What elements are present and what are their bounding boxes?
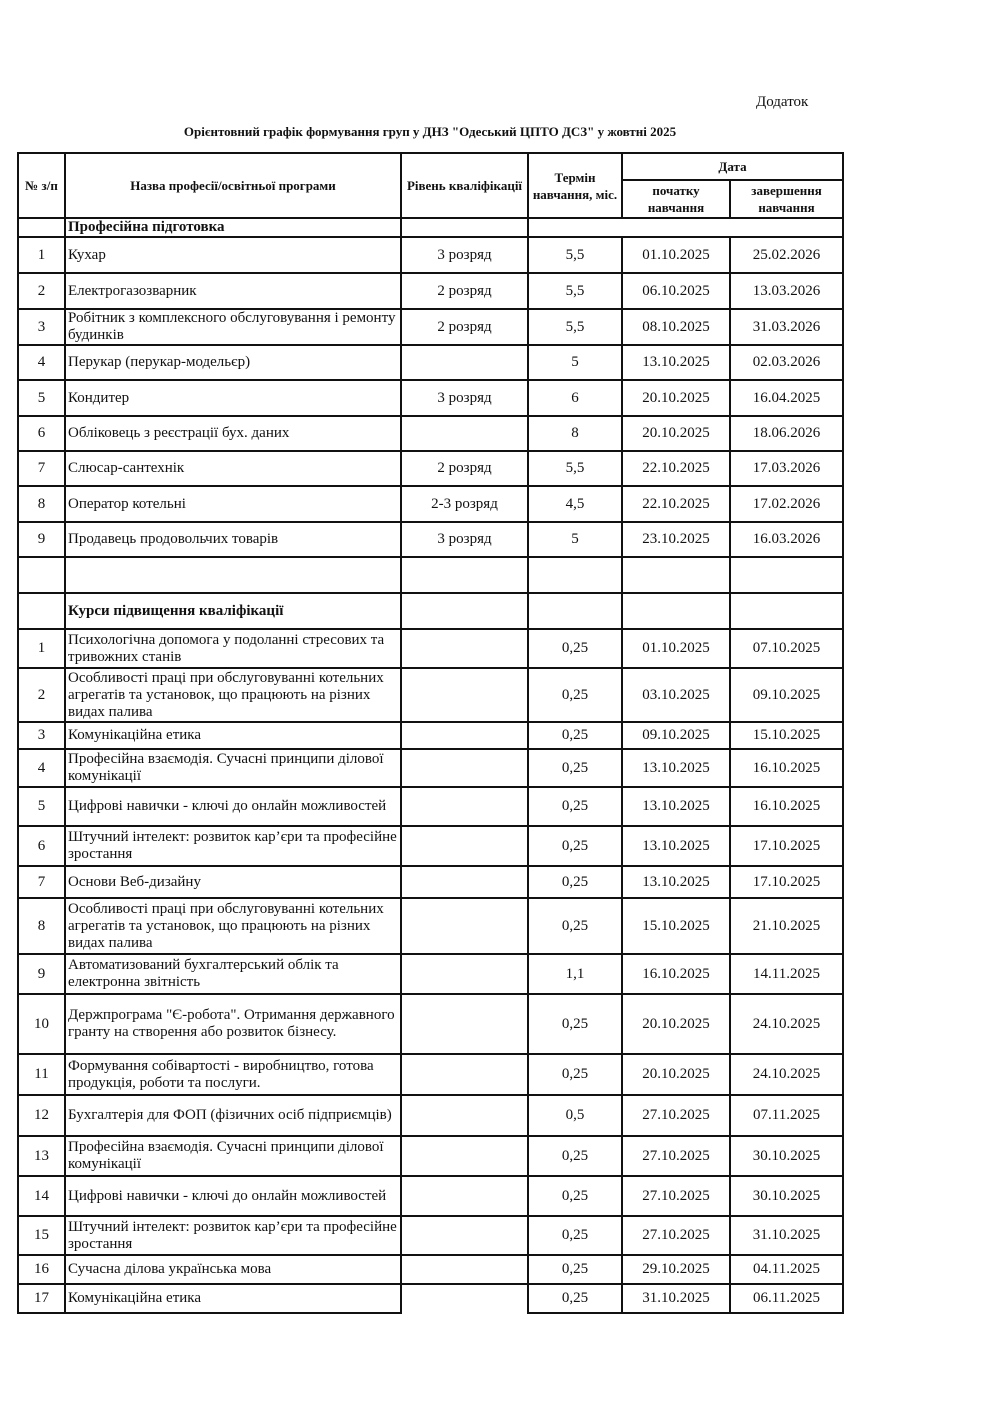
table-row — [18, 1136, 843, 1176]
cell-start: 23.10.2025 — [622, 522, 730, 557]
cell-level — [401, 787, 528, 826]
cell-end: 24.10.2025 — [730, 994, 843, 1054]
cell-level — [401, 826, 528, 866]
cell-end: 17.02.2026 — [730, 486, 843, 522]
cell-start: 31.10.2025 — [622, 1284, 730, 1313]
cell-duration: 8 — [528, 416, 622, 451]
document-title: Орієнтовний графік формування груп у ДНЗ "Одеський ЦПТО ДСЗ" у жовтні 2025 — [183, 124, 677, 139]
cell-duration: 4,5 — [528, 486, 622, 522]
cell-level — [401, 1095, 528, 1136]
table-row — [18, 722, 843, 749]
cell-level — [401, 668, 528, 722]
cell-num: 8 — [18, 898, 65, 954]
table-row — [18, 898, 843, 954]
table-row — [18, 1216, 843, 1255]
cell-duration: 5 — [528, 345, 622, 380]
cell-level — [401, 1136, 528, 1176]
cell-duration: 0,25 — [528, 1284, 622, 1313]
table-row — [18, 380, 843, 416]
cell-duration: 0,25 — [528, 1054, 622, 1095]
cell-duration: 5,5 — [528, 309, 622, 345]
cell-duration: 5,5 — [528, 273, 622, 309]
cell-name: Психологічна допомога у подоланні стресових та тривожних станів — [65, 629, 401, 668]
section-date-cell — [528, 218, 843, 237]
table-row — [18, 451, 843, 486]
table-row — [18, 826, 843, 866]
cell-duration: 0,25 — [528, 749, 622, 787]
cell-end: 21.10.2025 — [730, 898, 843, 954]
header-end: завершення навчання — [730, 180, 843, 218]
table-row — [18, 237, 843, 273]
empty-cell — [730, 557, 843, 593]
cell-num: 7 — [18, 866, 65, 898]
cell-num: 4 — [18, 749, 65, 787]
cell-level — [401, 994, 528, 1054]
table-row — [18, 309, 843, 345]
cell-start: 27.10.2025 — [622, 1136, 730, 1176]
cell-start: 27.10.2025 — [622, 1095, 730, 1136]
cell-end: 14.11.2025 — [730, 954, 843, 994]
cell-name: Професійна взаємодія. Сучасні принципи ділової комунікації — [65, 749, 401, 787]
cell-name: Електрогазозварник — [65, 273, 401, 309]
empty-cell — [528, 557, 622, 593]
cell-duration: 0,25 — [528, 1136, 622, 1176]
cell-num: 17 — [18, 1284, 65, 1313]
table-row — [18, 345, 843, 380]
cell-end: 30.10.2025 — [730, 1176, 843, 1216]
cell-end: 07.11.2025 — [730, 1095, 843, 1136]
cell-start: 29.10.2025 — [622, 1255, 730, 1284]
cell-num: 2 — [18, 668, 65, 722]
cell-name: Оператор котельні — [65, 486, 401, 522]
cell-level: 3 розряд — [401, 522, 528, 557]
cell-num: 1 — [18, 629, 65, 668]
cell-duration: 6 — [528, 380, 622, 416]
empty-cell — [18, 557, 65, 593]
cell-end: 09.10.2025 — [730, 668, 843, 722]
cell-level: 2 розряд — [401, 273, 528, 309]
cell-num: 14 — [18, 1176, 65, 1216]
cell-start: 22.10.2025 — [622, 486, 730, 522]
cell-level — [401, 1176, 528, 1216]
cell-duration: 0,25 — [528, 668, 622, 722]
table-row — [18, 954, 843, 994]
cell-start: 03.10.2025 — [622, 668, 730, 722]
table-row — [18, 486, 843, 522]
cell-duration: 0,25 — [528, 1255, 622, 1284]
cell-duration: 1,1 — [528, 954, 622, 994]
cell-level: 2-3 розряд — [401, 486, 528, 522]
table-row — [18, 273, 843, 309]
cell-name: Штучний інтелект: розвиток кар’єри та професійне зростання — [65, 826, 401, 866]
section-title: Професійна підготовка — [65, 218, 401, 237]
cell-start: 27.10.2025 — [622, 1216, 730, 1255]
empty-cell — [65, 557, 401, 593]
cell-name: Обліковець з реєстрації бух. даних — [65, 416, 401, 451]
cell-end: 15.10.2025 — [730, 722, 843, 749]
section-num-cell — [18, 593, 65, 629]
cell-name: Основи Веб-дизайну — [65, 866, 401, 898]
cell-start: 08.10.2025 — [622, 309, 730, 345]
cell-level — [401, 749, 528, 787]
cell-start: 13.10.2025 — [622, 345, 730, 380]
cell-name: Кухар — [65, 237, 401, 273]
cell-name: Держпрограма "Є-робота". Отримання державного гранту на створення або розвиток бізнесу. — [65, 994, 401, 1054]
cell-start: 20.10.2025 — [622, 1054, 730, 1095]
section-duration-cell — [528, 593, 622, 629]
section-level-cell — [401, 593, 528, 629]
cell-level: 2 розряд — [401, 451, 528, 486]
cell-name: Кондитер — [65, 380, 401, 416]
cell-name: Автоматизований бухгалтерський облік та електронна звітність — [65, 954, 401, 994]
cell-num: 4 — [18, 345, 65, 380]
table-row — [18, 522, 843, 557]
header-num: № з/п — [18, 153, 65, 218]
table-row — [18, 1095, 843, 1136]
cell-duration: 0,25 — [528, 898, 622, 954]
cell-duration: 5,5 — [528, 451, 622, 486]
section-end-cell — [730, 593, 843, 629]
cell-name: Комунікаційна етика — [65, 1284, 401, 1313]
cell-start: 13.10.2025 — [622, 787, 730, 826]
section-num-cell — [18, 218, 65, 237]
header-date: Дата — [622, 153, 843, 180]
cell-level — [401, 1054, 528, 1095]
cell-duration: 0,25 — [528, 866, 622, 898]
appendix-label: Додаток — [756, 94, 809, 110]
cell-name: Робітник з комплексного обслуговування і ремонту будинків — [65, 309, 401, 345]
cell-num: 2 — [18, 273, 65, 309]
cell-end: 17.10.2025 — [730, 866, 843, 898]
cell-level — [401, 866, 528, 898]
cell-start: 13.10.2025 — [622, 826, 730, 866]
section-row — [18, 593, 843, 629]
cell-name: Сучасна ділова українська мова — [65, 1255, 401, 1284]
cell-num: 7 — [18, 451, 65, 486]
empty-cell — [622, 557, 730, 593]
cell-num: 11 — [18, 1054, 65, 1095]
cell-duration: 0,25 — [528, 1216, 622, 1255]
cell-name: Професійна взаємодія. Сучасні принципи ділової комунікації — [65, 1136, 401, 1176]
section-row — [18, 218, 843, 237]
cell-start: 13.10.2025 — [622, 866, 730, 898]
cell-num: 16 — [18, 1255, 65, 1284]
cell-duration: 0,25 — [528, 826, 622, 866]
table-row — [18, 749, 843, 787]
cell-start: 22.10.2025 — [622, 451, 730, 486]
cell-start: 13.10.2025 — [622, 749, 730, 787]
cell-end: 31.10.2025 — [730, 1216, 843, 1255]
cell-num: 10 — [18, 994, 65, 1054]
cell-start: 20.10.2025 — [622, 380, 730, 416]
cell-num: 6 — [18, 826, 65, 866]
cell-duration: 0,25 — [528, 1176, 622, 1216]
cell-level — [401, 1284, 528, 1313]
header-start: початку навчання — [622, 180, 730, 218]
table-row — [18, 1255, 843, 1284]
table-row — [18, 1284, 843, 1313]
cell-level — [401, 1216, 528, 1255]
cell-level — [401, 898, 528, 954]
cell-end: 04.11.2025 — [730, 1255, 843, 1284]
cell-start: 09.10.2025 — [622, 722, 730, 749]
table-row — [18, 994, 843, 1054]
cell-num: 9 — [18, 522, 65, 557]
table-row — [18, 416, 843, 451]
cell-num: 5 — [18, 380, 65, 416]
cell-end: 16.10.2025 — [730, 787, 843, 826]
cell-num: 1 — [18, 237, 65, 273]
cell-end: 13.03.2026 — [730, 273, 843, 309]
cell-level — [401, 1255, 528, 1284]
cell-end: 24.10.2025 — [730, 1054, 843, 1095]
empty-cell — [401, 557, 528, 593]
cell-num: 6 — [18, 416, 65, 451]
cell-start: 20.10.2025 — [622, 994, 730, 1054]
cell-start: 01.10.2025 — [622, 629, 730, 668]
cell-num: 12 — [18, 1095, 65, 1136]
empty-row — [18, 557, 843, 593]
cell-name: Бухгалтерія для ФОП (фізичних осіб підприємців) — [65, 1095, 401, 1136]
cell-start: 27.10.2025 — [622, 1176, 730, 1216]
cell-end: 17.03.2026 — [730, 451, 843, 486]
cell-end: 25.02.2026 — [730, 237, 843, 273]
cell-name: Цифрові навички - ключі до онлайн можливостей — [65, 1176, 401, 1216]
cell-num: 8 — [18, 486, 65, 522]
cell-end: 30.10.2025 — [730, 1136, 843, 1176]
table-row — [18, 866, 843, 898]
section-start-cell — [622, 593, 730, 629]
cell-start: 01.10.2025 — [622, 237, 730, 273]
cell-end: 06.11.2025 — [730, 1284, 843, 1313]
cell-end: 07.10.2025 — [730, 629, 843, 668]
cell-level: 2 розряд — [401, 309, 528, 345]
cell-level — [401, 629, 528, 668]
cell-end: 16.03.2026 — [730, 522, 843, 557]
cell-name: Комунікаційна етика — [65, 722, 401, 749]
cell-num: 15 — [18, 1216, 65, 1255]
cell-name: Формування собівартості - виробництво, готова продукція, роботи та послуги. — [65, 1054, 401, 1095]
cell-name: Особливості праці при обслуговуванні котельних агрегатів та установок, що працюють на різних видах палива — [65, 668, 401, 722]
cell-duration: 0,5 — [528, 1095, 622, 1136]
cell-end: 18.06.2026 — [730, 416, 843, 451]
cell-level — [401, 416, 528, 451]
cell-end: 17.10.2025 — [730, 826, 843, 866]
cell-num: 3 — [18, 309, 65, 345]
table-row — [18, 668, 843, 722]
cell-num: 3 — [18, 722, 65, 749]
table-row — [18, 629, 843, 668]
header-level: Рівень кваліфікації — [401, 153, 528, 218]
cell-level: 3 розряд — [401, 380, 528, 416]
cell-level — [401, 954, 528, 994]
cell-duration: 0,25 — [528, 722, 622, 749]
header-name: Назва професії/освітньої програми — [65, 153, 401, 218]
table-row — [18, 787, 843, 826]
section-level-cell — [401, 218, 528, 237]
cell-duration: 5 — [528, 522, 622, 557]
cell-name: Перукар (перукар-модельєр) — [65, 345, 401, 380]
schedule-table — [17, 152, 844, 1314]
cell-end: 31.03.2026 — [730, 309, 843, 345]
cell-start: 20.10.2025 — [622, 416, 730, 451]
cell-end: 16.04.2025 — [730, 380, 843, 416]
cell-level: 3 розряд — [401, 237, 528, 273]
cell-start: 16.10.2025 — [622, 954, 730, 994]
cell-end: 02.03.2026 — [730, 345, 843, 380]
cell-level — [401, 722, 528, 749]
table-row — [18, 1176, 843, 1216]
cell-name: Продавець продовольчих товарів — [65, 522, 401, 557]
cell-level — [401, 345, 528, 380]
cell-duration: 0,25 — [528, 787, 622, 826]
cell-end: 16.10.2025 — [730, 749, 843, 787]
cell-num: 13 — [18, 1136, 65, 1176]
cell-duration: 5,5 — [528, 237, 622, 273]
header-duration: Термін навчання, міс. — [528, 153, 622, 218]
cell-duration: 0,25 — [528, 629, 622, 668]
cell-name: Особливості праці при обслуговуванні котельних агрегатів та установок, що працюють на різних видах палива — [65, 898, 401, 954]
table-row — [18, 1054, 843, 1095]
cell-name: Штучний інтелект: розвиток кар’єри та професійне зростання — [65, 1216, 401, 1255]
cell-start: 15.10.2025 — [622, 898, 730, 954]
cell-duration: 0,25 — [528, 994, 622, 1054]
cell-start: 06.10.2025 — [622, 273, 730, 309]
cell-name: Цифрові навички - ключі до онлайн можливостей — [65, 787, 401, 826]
cell-num: 5 — [18, 787, 65, 826]
section-title: Курси підвищення кваліфікації — [65, 593, 401, 629]
schedule-body — [18, 218, 843, 1313]
cell-num: 9 — [18, 954, 65, 994]
cell-name: Слюсар-сантехнік — [65, 451, 401, 486]
